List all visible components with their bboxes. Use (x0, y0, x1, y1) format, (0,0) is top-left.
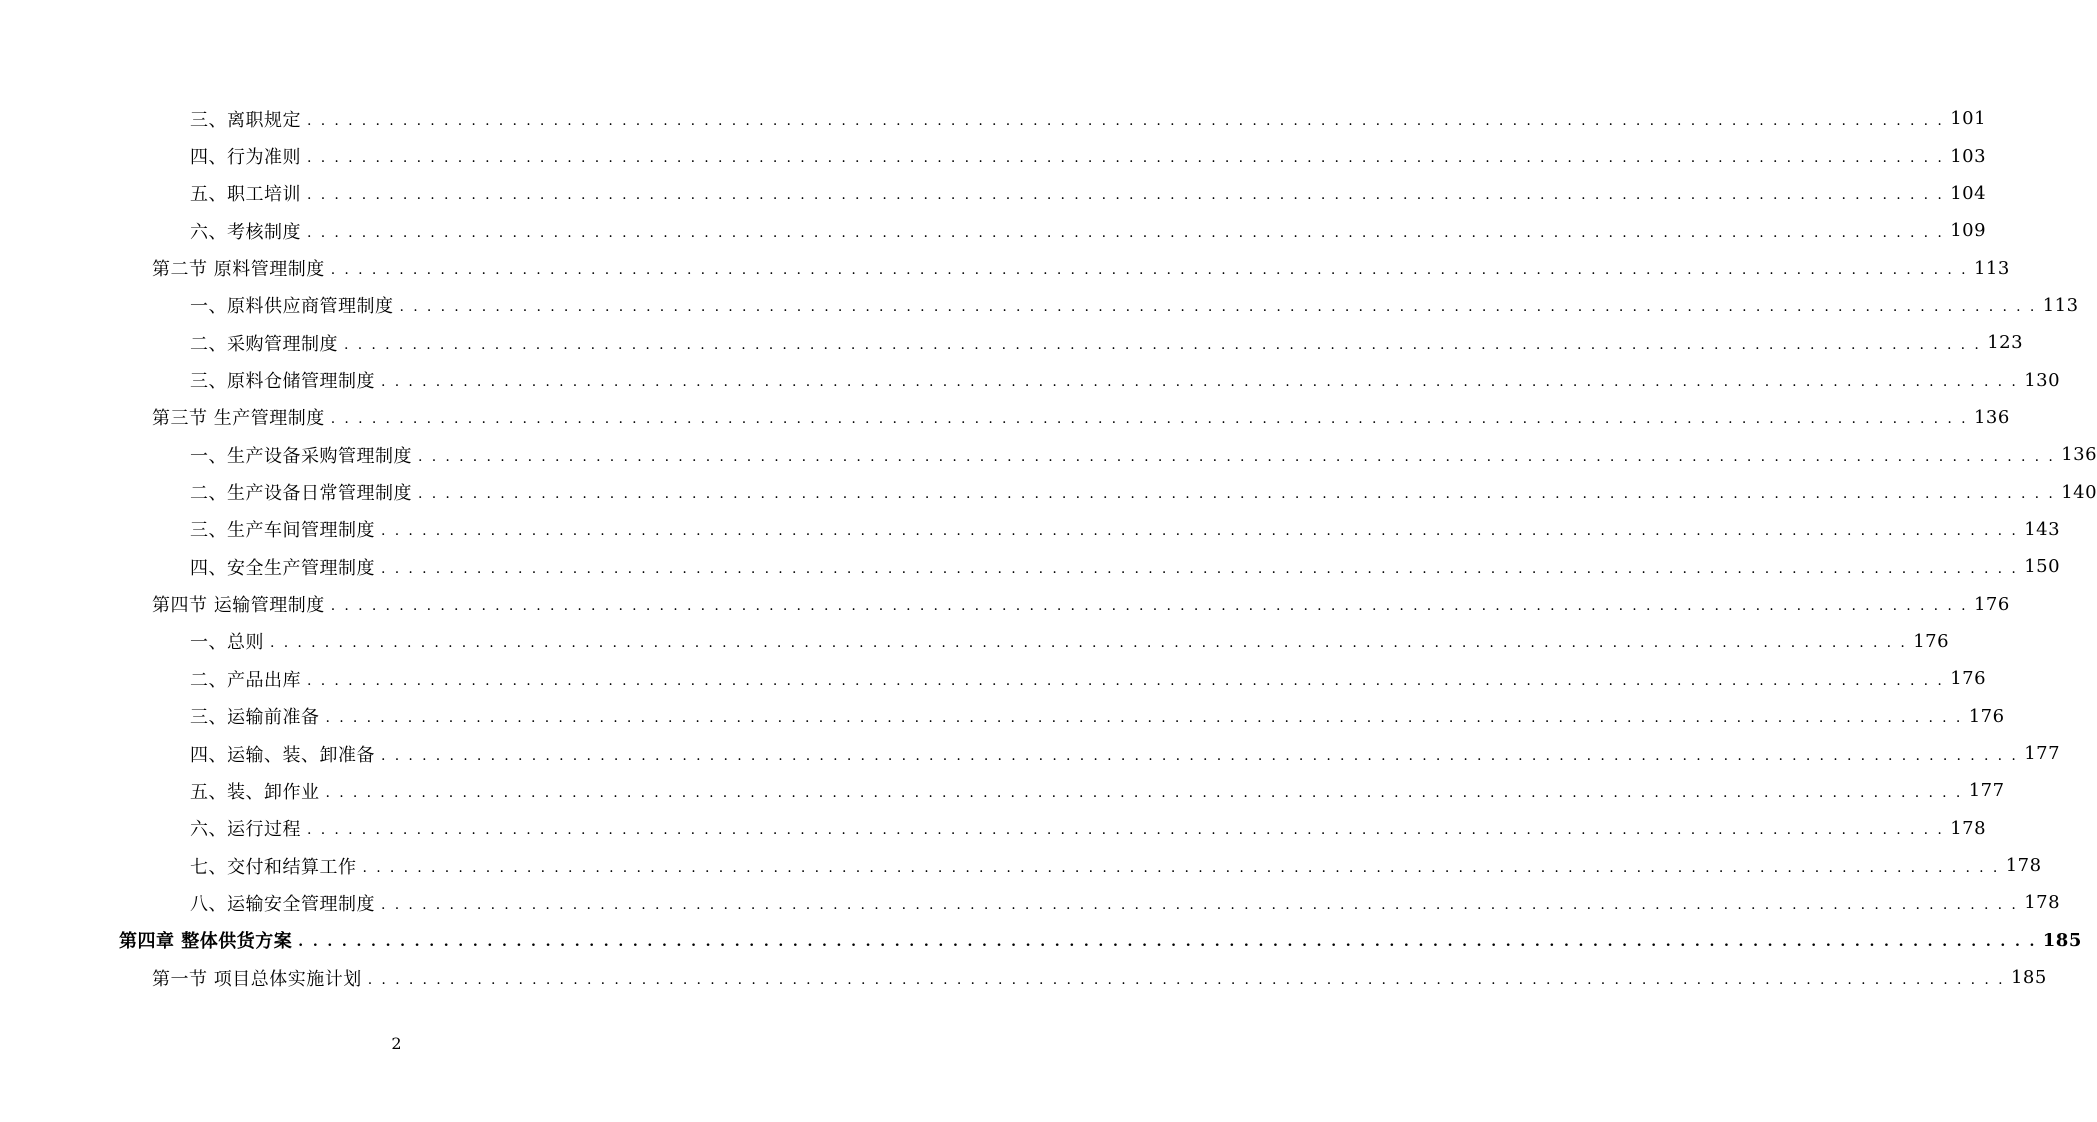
toc-entry-title: 第三节 生产管理制度 (152, 408, 325, 430)
toc-dot-leader: . . . . . . . . . . . . . . . . . . . . . . . . . . . . . . . . . . . . . . . . . . . . . . . . . . . . . . . . . . . . . . . . . . . . . . . . . . . . . . . . . . . . . . . . . . . . . . . . . . . . . . . . . . . . . . . . . . . . . . . . (381, 523, 2019, 540)
toc-subsection-entry[interactable] (0, 623, 1950, 660)
toc-entry-title: 四、行为准则 (190, 147, 301, 169)
toc-subsection-entry[interactable] (0, 884, 2061, 921)
toc-dot-leader: . . . . . . . . . . . . . . . . . . . . . . . . . . . . . . . . . . . . . . . . . . . . . . . . . . . . . . . . . . . . . . . . . . . . . . . . . . . . . . . . . . . . . . . . . . . . . . . . . . . . . . . . . . . . . . . . . . . . . . . . (307, 822, 1945, 839)
toc-dot-leader: . . . . . . . . . . . . . . . . . . . . . . . . . . . . . . . . . . . . . . . . . . . . . . . . . . . . . . . . . . . . . . . . . . . . . . . . . . . . . . . . . . . . . . . . . . . . . . . . . . . . . . . . . . . . . . . . . . . . . . . . (381, 896, 2019, 913)
toc-entry-page: 136 (1973, 406, 2010, 428)
toc-section-entry[interactable] (0, 399, 2010, 436)
toc-entry-page: 113 (1973, 257, 2010, 279)
toc-subsection-entry[interactable] (0, 548, 2061, 585)
toc-dot-leader: . . . . . . . . . . . . . . . . . . . . . . . . . . . . . . . . . . . . . . . . . . . . . . . . . . . . . . . . . . . . . . . . . . . . . . . . . . . . . . . . . . . . . . . . . . . . . . . . . . . . . . . . . . . . . . . . . . . . . . . . (418, 448, 2056, 465)
toc-entry-page: 176 (1913, 630, 1950, 652)
toc-subsection-entry[interactable] (0, 361, 2061, 398)
toc-entry-page: 123 (1987, 332, 2024, 354)
toc-dot-leader: . . . . . . . . . . . . . . . . . . . . . . . . . . . . . . . . . . . . . . . . . . . . . . . . . . . . . . . . . . . . . . . . . . . . . . . . . . . . . . . . . . . . . . . . . . . . . . . . . . . . . . . . . . . . . . . . . . . . . . . . (270, 635, 1908, 652)
toc-subsection-entry[interactable] (0, 735, 2061, 772)
toc-entry-title: 三、离职规定 (190, 109, 301, 131)
toc-entry-title: 第一节 项目总体实施计划 (152, 968, 362, 990)
toc-dot-leader: . . . . . . . . . . . . . . . . . . . . . . . . . . . . . . . . . . . . . . . . . . . . . . . . . . . . . . . . . . . . . . . . . . . . . . . . . . . . . . . . . . . . . . . . . . . . . . . . . . . . . . . . . . . . . . . . . . . . . . . . (330, 262, 1968, 279)
toc-dot-leader: . . . . . . . . . . . . . . . . . . . . . . . . . . . . . . . . . . . . . . . . . . . . . . . . . . . . . . . . . . . . . . . . . . . . . . . . . . . . . . . . . . . . . . . . . . . . . . . . . . . . . . . . . . . . . . . . . . . . . . . . (325, 784, 1963, 801)
toc-dot-leader: . . . . . . . . . . . . . . . . . . . . . . . . . . . . . . . . . . . . . . . . . . . . . . . . . . . . . . . . . . . . . . . . . . . . . . . . . . . . . . . . . . . . . . . . . . . . . . . . . . . . . . . . . . . . . . . . . . . . . . . . (381, 560, 2019, 577)
toc-dot-leader: . . . . . . . . . . . . . . . . . . . . . . . . . . . . . . . . . . . . . . . . . . . . . . . . . . . . . . . . . . . . . . . . . . . . . . . . . . . . . . . . . . . . . . . . . . . . . . . . . . . . . . . . . . . . . . . . . . . . . . . . (307, 150, 1945, 167)
toc-dot-leader: . . . . . . . . . . . . . . . . . . . . . . . . . . . . . . . . . . . . . . . . . . . . . . . . . . . . . . . . . . . . . . . . . . . . . . . . . . . . . . . . . . . . . . . . . . . . . . . . . . . . . . . . . . . . . . . . . . . . . . . . (330, 411, 1968, 428)
toc-entry-page: 176 (1968, 705, 2005, 727)
toc-entry-page: 176 (1950, 668, 1987, 690)
page-number: 2 (391, 1034, 402, 1053)
toc-entry-title: 一、生产设备采购管理制度 (190, 445, 412, 467)
toc-entry-page: 140 (2061, 481, 2097, 503)
toc-dot-leader: . . . . . . . . . . . . . . . . . . . . . . . . . . . . . . . . . . . . . . . . . . . . . . . . . . . . . . . . . . . . . . . . . . . . . . . . . . . . . . . . . . . . . . . . . . . . . . . . . . . . . . . . . . . . . . . . . . . . . . . . (381, 374, 2019, 391)
toc-entry-page: 178 (2005, 855, 2042, 877)
toc-entry-page: 101 (1950, 108, 1987, 130)
toc-entry-title: 一、原料供应商管理制度 (190, 296, 394, 318)
toc-dot-leader: . . . . . . . . . . . . . . . . . . . . . . . . . . . . . . . . . . . . . . . . . . . . . . . . . . . . . . . . . . . . . . . . . . . . . . . . . . . . . . . . . . . . . . . . . . . . . . . . . . . . . . . . . . . . . . . . . . . . . . . . (307, 672, 1945, 689)
toc-dot-leader: . . . . . . . . . . . . . . . . . . . . . . . . . . . . . . . . . . . . . . . . . . . . . . . . . . . . . . . . . . . . . . . . . . . . . . . . . . . . . . . . . . . . . . . . . . . . . . . . . . . . . . . . . . . . . . . . . . . . . . . . (330, 598, 1968, 615)
toc-entry-page: 178 (1950, 817, 1987, 839)
toc-subsection-entry[interactable] (0, 698, 2005, 735)
toc-dot-leader: . . . . . . . . . . . . . . . . . . . . . . . . . . . . . . . . . . . . . . . . . . . . . . . . . . . . . . . . . . . . . . . . . . . . . . . . . . . . . . . . . . . . . . . . . . . . . . . . . . . . . . . . . . . . . . . . . . . . . . . . (344, 336, 1982, 353)
toc-dot-leader: . . . . . . . . . . . . . . . . . . . . . . . . . . . . . . . . . . . . . . . . . . . . . . . . . . . . . . . . . . . . . . . . . . . . . . . . . . . . . . . . . . . . . . . . . . . . . . . . . . . . . . . . . . . . . . . . . . . . . . . . (325, 710, 1963, 727)
toc-entry-page: 136 (2061, 444, 2097, 466)
toc-entry-title: 二、采购管理制度 (190, 333, 338, 355)
toc-dot-leader: . . . . . . . . . . . . . . . . . . . . . . . . . . . . . . . . . . . . . . . . . . . . . . . . . . . . . . . . . . . . . . . . . . . . . . . . . . . . . . . . . . . . . . . . . . . . . . . . . . . . . . . . . . . . . . . . . . . . . . . . (307, 224, 1945, 241)
toc-entry-title: 四、安全生产管理制度 (190, 557, 375, 579)
toc-entry-title: 二、产品出库 (190, 669, 301, 691)
toc-entry-page: 176 (1973, 593, 2010, 615)
toc-entry-title: 第四章 整体供货方案 (119, 931, 293, 953)
toc-entry-title: 五、职工培训 (190, 184, 301, 206)
toc-entry-page: 103 (1950, 145, 1987, 167)
toc-entry-page: 177 (2024, 743, 2061, 765)
toc-section-entry[interactable] (0, 249, 2010, 286)
toc-subsection-entry[interactable] (0, 175, 1987, 212)
toc-section-entry[interactable] (0, 585, 2010, 622)
toc-dot-leader: . . . . . . . . . . . . . . . . . . . . . . . . . . . . . . . . . . . . . . . . . . . . . . . . . . . . . . . . . . . . . . . . . . . . . . . . . . . . . . . . . . . . . . . . . . . . . . . . . . . . . . . . . . . . . . . . . . . . . . . . (399, 299, 2037, 316)
toc-chapter-entry[interactable] (0, 922, 2082, 959)
toc-entry-page: 113 (2042, 294, 2079, 316)
toc-subsection-entry[interactable] (0, 772, 2005, 809)
toc-entry-page: 185 (2010, 967, 2047, 989)
toc-entry-title: 五、装、卸作业 (190, 781, 320, 803)
toc-entry-page: 143 (2024, 518, 2061, 540)
toc-entry-title: 三、原料仓储管理制度 (190, 371, 375, 393)
toc-entry-page: 185 (2042, 929, 2082, 951)
toc-dot-leader: . . . . . . . . . . . . . . . . . . . . . . . . . . . . . . . . . . . . . . . . . . . . . . . . . . . . . . . . . . . . . . . . . . . . . . . . . . . . . . . . . . . . . . . . . . . . . . . . . . . . . . . . . . . . . . . . . . . . . . . . (367, 971, 2005, 988)
toc-dot-leader: . . . . . . . . . . . . . . . . . . . . . . . . . . . . . . . . . . . . . . . . . . . . . . . . . . . . . . . . . . . . . . . . . . . . . . . . . . . . . . . . . . . . . . . . . . . . . . . . . . . . . . . . . . . . . . . . . . . . . . . . (307, 187, 1945, 204)
toc-entry-title: 七、交付和结算工作 (190, 856, 357, 878)
toc-subsection-entry[interactable] (0, 287, 2079, 324)
toc-subsection-entry[interactable] (0, 436, 2097, 473)
toc-entry-page: 130 (2024, 369, 2061, 391)
toc-entry-title: 六、考核制度 (190, 221, 301, 243)
toc-entry-page: 109 (1950, 220, 1987, 242)
toc-entry-page: 177 (1968, 780, 2005, 802)
toc-entry-title: 三、生产车间管理制度 (190, 520, 375, 542)
toc-entry-page: 178 (2024, 892, 2061, 914)
toc-entry-title: 第四节 运输管理制度 (152, 595, 325, 617)
toc-dot-leader: . . . . . . . . . . . . . . . . . . . . . . . . . . . . . . . . . . . . . . . . . . . . . . . . . . . . . . . . . . . . . . . . . . . . . . . . . . . . . . . . . . . . . . . . . . . . . . . . . . . . . . . . . . . . . . . . . . . . . . . . (362, 859, 2000, 876)
toc-entry-title: 二、生产设备日常管理制度 (190, 483, 412, 505)
toc-entry-title: 一、总则 (190, 632, 264, 654)
toc-entry-title: 三、运输前准备 (190, 707, 320, 729)
toc-entry-title: 六、运行过程 (190, 819, 301, 841)
toc-dot-leader: . . . . . . . . . . . . . . . . . . . . . . . . . . . . . . . . . . . . . . . . . . . . . . . . . . . . . . . . . . . . . . . . . . . . . . . . . . . . . . . . . . . . . . . . . . . . . . . . . . . . . . . . . . . . . . . . . . . . . . . . (298, 934, 2037, 951)
toc-subsection-entry[interactable] (0, 473, 2097, 510)
toc-entry-title: 八、运输安全管理制度 (190, 893, 375, 915)
toc-entry-title: 第二节 原料管理制度 (152, 259, 325, 281)
toc-subsection-entry[interactable] (0, 324, 2024, 361)
toc-subsection-entry[interactable] (0, 137, 1987, 174)
table-of-contents (0, 100, 2097, 996)
toc-subsection-entry[interactable] (0, 511, 2061, 548)
toc-subsection-entry[interactable] (0, 100, 1987, 137)
toc-dot-leader: . . . . . . . . . . . . . . . . . . . . . . . . . . . . . . . . . . . . . . . . . . . . . . . . . . . . . . . . . . . . . . . . . . . . . . . . . . . . . . . . . . . . . . . . . . . . . . . . . . . . . . . . . . . . . . . . . . . . . . . . (307, 112, 1945, 129)
toc-subsection-entry[interactable] (0, 660, 1987, 697)
toc-dot-leader: . . . . . . . . . . . . . . . . . . . . . . . . . . . . . . . . . . . . . . . . . . . . . . . . . . . . . . . . . . . . . . . . . . . . . . . . . . . . . . . . . . . . . . . . . . . . . . . . . . . . . . . . . . . . . . . . . . . . . . . . (418, 486, 2056, 503)
toc-subsection-entry[interactable] (0, 847, 2042, 884)
toc-dot-leader: . . . . . . . . . . . . . . . . . . . . . . . . . . . . . . . . . . . . . . . . . . . . . . . . . . . . . . . . . . . . . . . . . . . . . . . . . . . . . . . . . . . . . . . . . . . . . . . . . . . . . . . . . . . . . . . . . . . . . . . . (381, 747, 2019, 764)
toc-subsection-entry[interactable] (0, 212, 1987, 249)
toc-entry-page: 104 (1950, 182, 1987, 204)
toc-entry-title: 四、运输、装、卸准备 (190, 744, 375, 766)
toc-subsection-entry[interactable] (0, 810, 1987, 847)
toc-entry-page: 150 (2024, 556, 2061, 578)
toc-section-entry[interactable] (0, 959, 2047, 996)
